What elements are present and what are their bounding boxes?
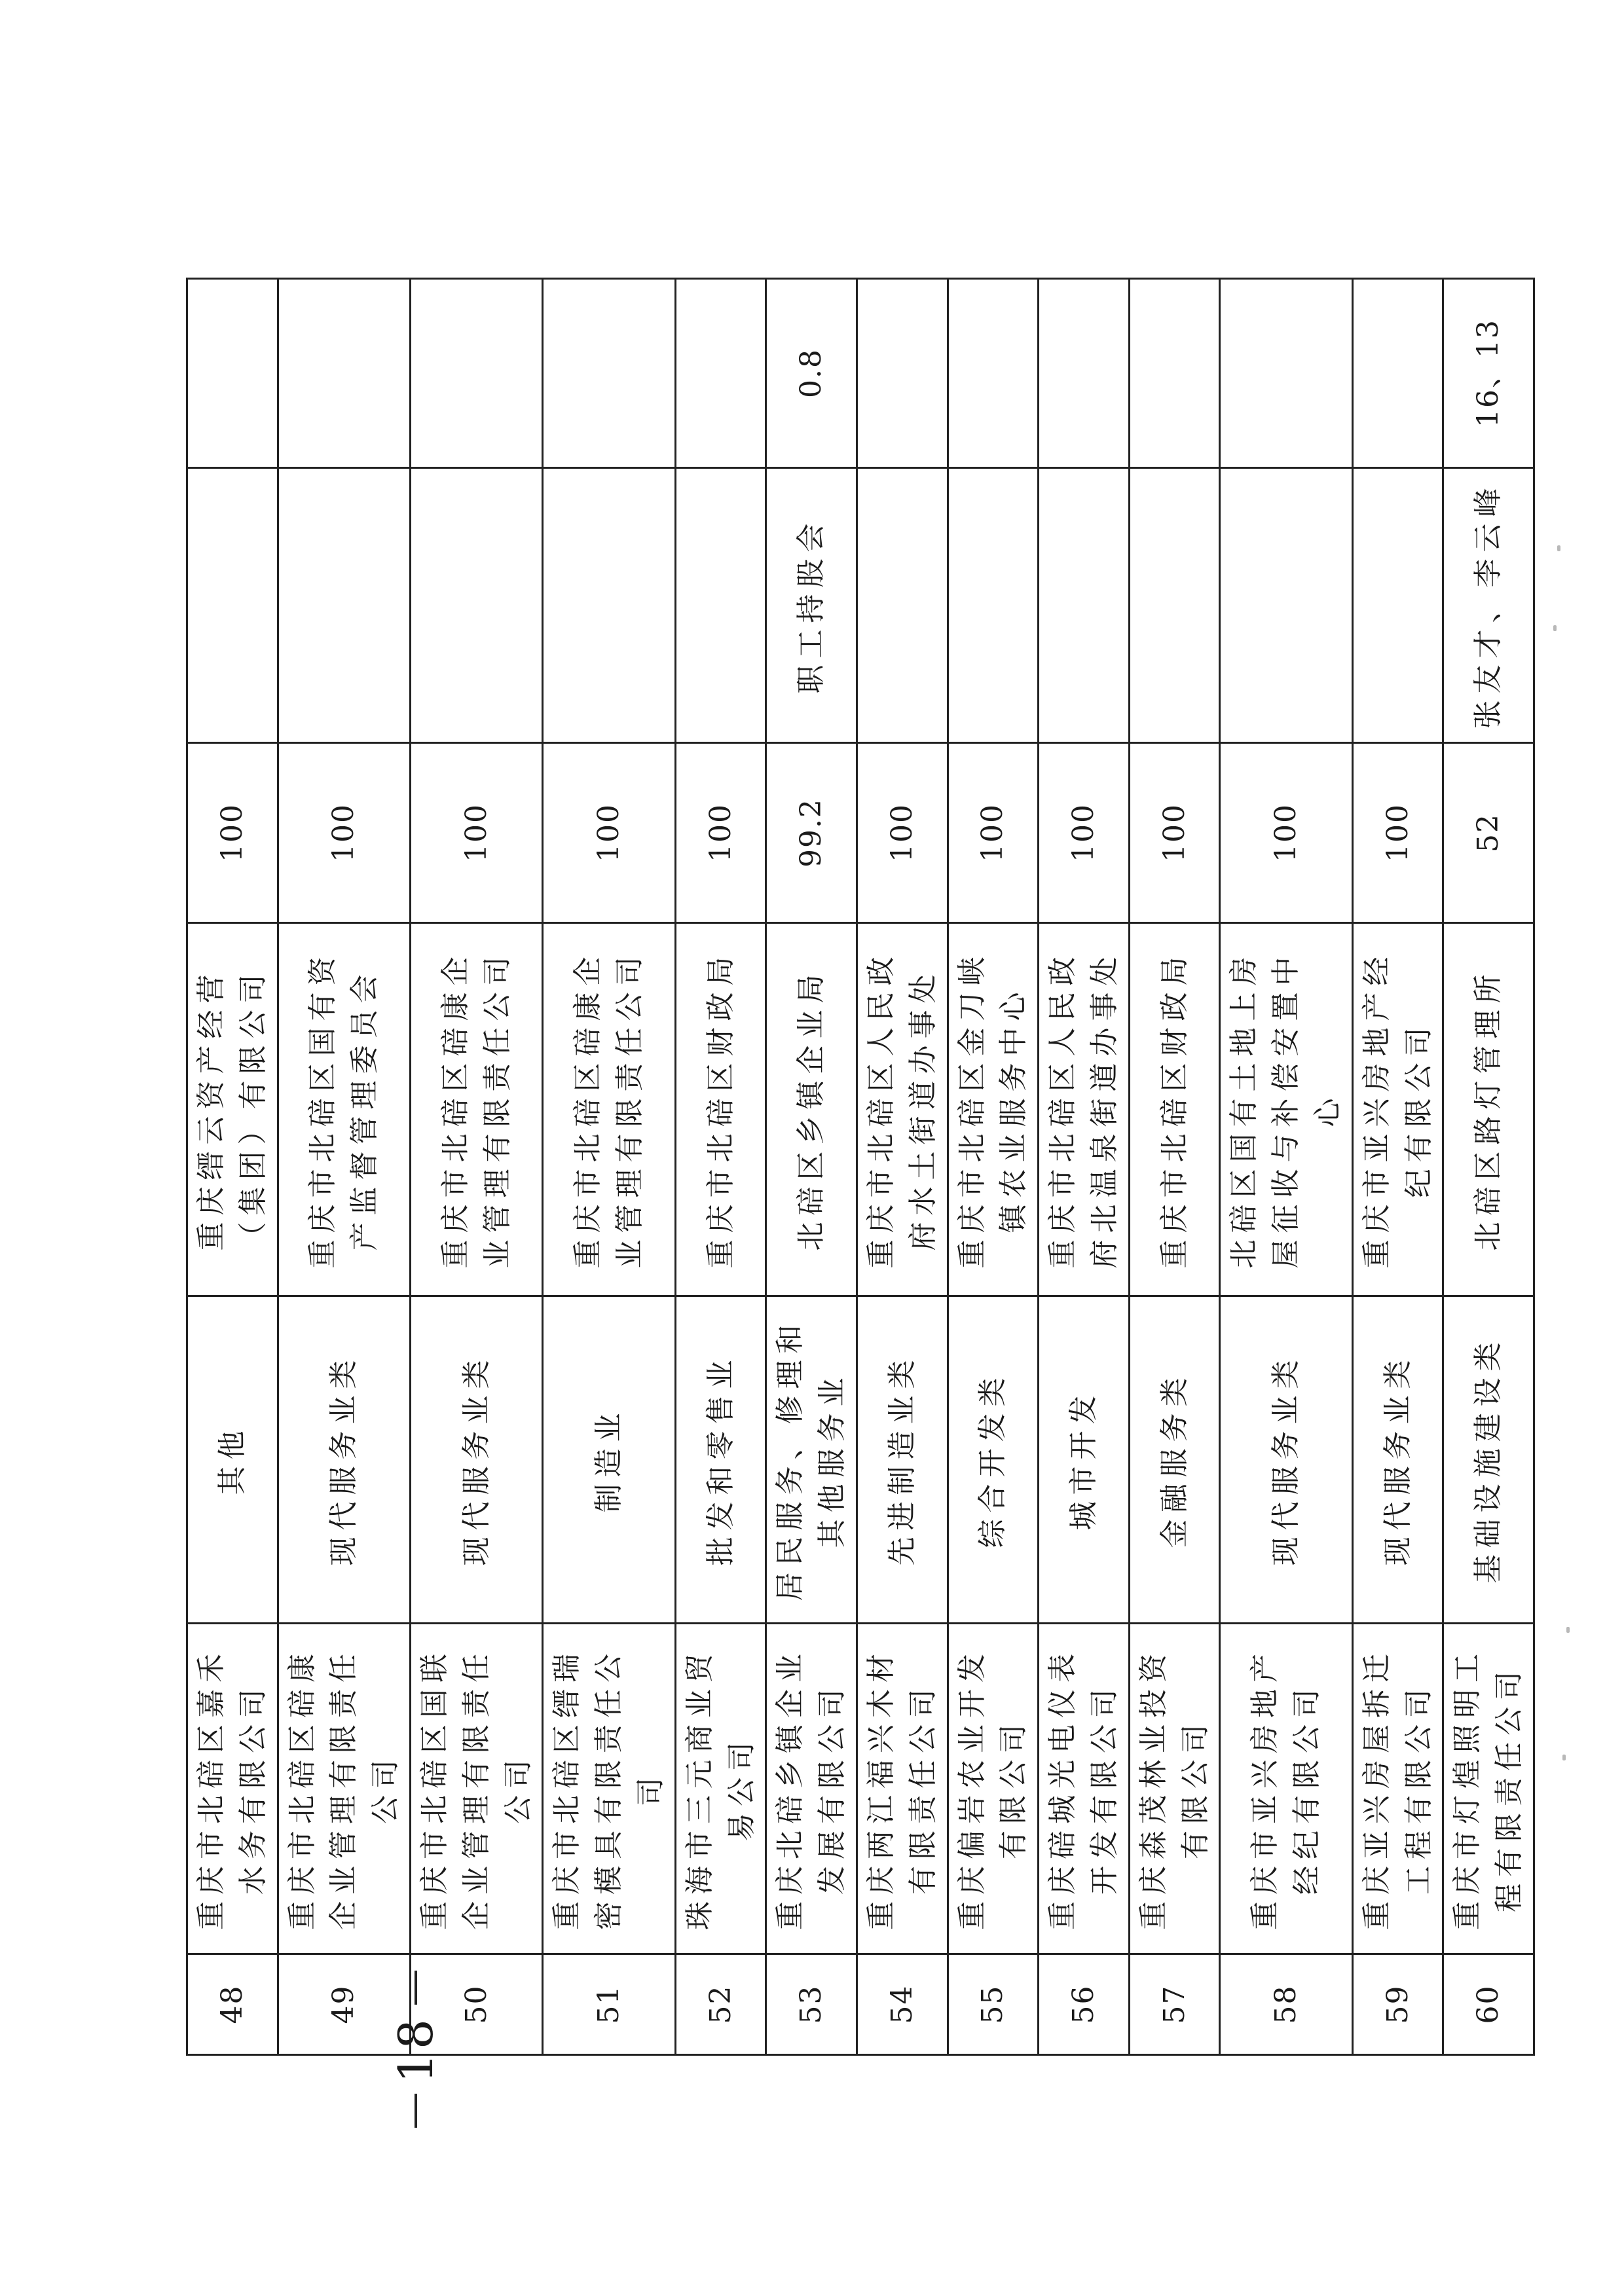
industry-cell: 其他 <box>187 1296 278 1624</box>
other-shareholder-cell <box>1039 468 1130 743</box>
row-number-cell: 52 <box>675 1954 766 2055</box>
other-ratio-cell: 16、13 <box>1443 279 1534 468</box>
share-ratio-cell: 100 <box>857 743 948 923</box>
row-number-cell: 54 <box>857 1954 948 2055</box>
industry-cell: 现代服务业类 <box>410 1296 542 1624</box>
page-number: 18 <box>388 2015 443 2083</box>
industry-cell: 先进制造业类 <box>857 1296 948 1624</box>
table-row <box>1039 279 1130 2055</box>
shareholder-cell: 重庆市北碚区金刀峡镇农业服务中心 <box>948 923 1039 1296</box>
other-ratio-cell <box>675 279 766 468</box>
industry-cell: 现代服务业类 <box>1220 1296 1352 1624</box>
company-name-cell: 重庆市亚兴房地产经纪有限公司 <box>1220 1624 1352 1954</box>
row-number-cell: 58 <box>1220 1954 1352 2055</box>
table-row <box>948 279 1039 2055</box>
table-row <box>1220 279 1352 2055</box>
table-row <box>1352 279 1443 2055</box>
share-ratio-cell: 100 <box>1129 743 1220 923</box>
industry-cell: 现代服务业类 <box>278 1296 410 1624</box>
table-row <box>410 279 542 2055</box>
row-number-cell: 59 <box>1352 1954 1443 2055</box>
other-shareholder-cell <box>543 468 675 743</box>
other-ratio-cell <box>410 279 542 468</box>
shareholder-cell: 重庆市亚兴房地产经纪有限公司 <box>1352 923 1443 1296</box>
share-ratio-cell: 52 <box>1443 743 1534 923</box>
shareholder-cell: 重庆市北碚区人民政府北温泉街道办事处 <box>1039 923 1130 1296</box>
company-name-cell: 重庆市北碚区缙瑞密模具有限责任公司 <box>543 1624 675 1954</box>
rotated-table-container <box>186 280 1526 2056</box>
other-shareholder-cell <box>278 468 410 743</box>
footer-dash-left <box>415 2094 417 2128</box>
company-name-cell: 重庆市灯煌照明工程有限责任公司 <box>1443 1624 1534 1954</box>
row-number-cell: 56 <box>1039 1954 1130 2055</box>
other-shareholder-cell <box>187 468 278 743</box>
table-row <box>187 279 278 2055</box>
share-ratio-cell: 100 <box>187 743 278 923</box>
scan-speck <box>1566 1627 1570 1633</box>
row-number-cell: 53 <box>766 1954 857 2055</box>
share-ratio-cell: 100 <box>1220 743 1352 923</box>
share-ratio-cell: 100 <box>948 743 1039 923</box>
table-row <box>1443 279 1534 2055</box>
other-ratio-cell <box>948 279 1039 468</box>
shareholder-cell: 北碚区乡镇企业局 <box>766 923 857 1296</box>
table-row <box>543 279 675 2055</box>
company-name-cell: 重庆偏岩农业开发有限公司 <box>948 1624 1039 1954</box>
row-number-cell: 51 <box>543 1954 675 2055</box>
other-shareholder-cell <box>1220 468 1352 743</box>
industry-cell: 制造业 <box>543 1296 675 1624</box>
other-shareholder-cell <box>1352 468 1443 743</box>
company-name-cell: 重庆碚城光电仪表开发有限公司 <box>1039 1624 1130 1954</box>
row-number-cell: 50 <box>410 1954 542 2055</box>
company-name-cell: 重庆市北碚区碚康企业管理有限责任公司 <box>278 1624 410 1954</box>
shareholder-cell: 重庆市北碚区财政局 <box>1129 923 1220 1296</box>
shareholder-cell: 重庆市北碚区碚康企业管理有限责任公司 <box>410 923 542 1296</box>
state-enterprise-table <box>186 278 1535 2056</box>
other-shareholder-cell <box>675 468 766 743</box>
row-number-cell: 55 <box>948 1954 1039 2055</box>
other-shareholder-cell <box>948 468 1039 743</box>
company-name-cell: 重庆森茂林业投资有限公司 <box>1129 1624 1220 1954</box>
share-ratio-cell: 100 <box>278 743 410 923</box>
industry-cell: 现代服务业类 <box>1352 1296 1443 1624</box>
share-ratio-cell: 99.2 <box>766 743 857 923</box>
other-ratio-cell <box>187 279 278 468</box>
industry-cell: 批发和零售业 <box>675 1296 766 1624</box>
share-ratio-cell: 100 <box>675 743 766 923</box>
share-ratio-cell: 100 <box>410 743 542 923</box>
other-shareholder-cell <box>1129 468 1220 743</box>
row-number-cell: 60 <box>1443 1954 1534 2055</box>
other-shareholder-cell <box>410 468 542 743</box>
industry-cell: 金融服务类 <box>1129 1296 1220 1624</box>
row-number-cell: 57 <box>1129 1954 1220 2055</box>
other-ratio-cell <box>543 279 675 468</box>
shareholder-cell: 重庆市北碚区人民政府水土街道办事处 <box>857 923 948 1296</box>
other-ratio-cell <box>1129 279 1220 468</box>
company-name-cell: 重庆两江福兴木材有限责任公司 <box>857 1624 948 1954</box>
page-footer <box>367 2015 485 2174</box>
other-ratio-cell <box>1039 279 1130 468</box>
share-ratio-cell: 100 <box>1352 743 1443 923</box>
other-ratio-cell <box>1220 279 1352 468</box>
table-row <box>278 279 410 2055</box>
other-shareholder-cell: 张友才、李云峰 <box>1443 468 1534 743</box>
shareholder-cell: 重庆市北碚区国有资产监督管理委员会 <box>278 923 410 1296</box>
company-name-cell: 重庆北碚乡镇企业发展有限公司 <box>766 1624 857 1954</box>
shareholder-cell: 北碚区路灯管理所 <box>1443 923 1534 1296</box>
industry-cell: 基础设施建设类 <box>1443 1296 1534 1624</box>
other-shareholder-cell: 职工持股会 <box>766 468 857 743</box>
footer-dash-right <box>415 1971 417 2005</box>
company-name-cell: 重庆市北碚区国联企业管理有限责任公司 <box>410 1624 542 1954</box>
scan-speck <box>1562 1755 1566 1760</box>
shareholder-cell: 重庆市北碚区财政局 <box>675 923 766 1296</box>
row-number-cell: 49 <box>278 1954 410 2055</box>
scan-speck <box>1557 545 1560 551</box>
shareholder-cell: 重庆缙云资产经营（集团）有限公司 <box>187 923 278 1296</box>
table-row <box>675 279 766 2055</box>
industry-cell: 城市开发 <box>1039 1296 1130 1624</box>
other-shareholder-cell <box>857 468 948 743</box>
other-ratio-cell <box>1352 279 1443 468</box>
other-ratio-cell: 0.8 <box>766 279 857 468</box>
company-name-cell: 重庆市北碚区嘉禾水务有限公司 <box>187 1624 278 1954</box>
company-name-cell: 重庆亚兴房屋拆迁工程有限公司 <box>1352 1624 1443 1954</box>
industry-cell: 综合开发类 <box>948 1296 1039 1624</box>
shareholder-cell: 重庆市北碚区碚康企业管理有限责任公司 <box>543 923 675 1296</box>
industry-cell: 居民服务、修理和其他服务业 <box>766 1296 857 1624</box>
share-ratio-cell: 100 <box>543 743 675 923</box>
row-number-cell: 48 <box>187 1954 278 2055</box>
shareholder-cell: 北碚区国有土地上房屋征收与补偿安置中心 <box>1220 923 1352 1296</box>
table-row <box>1129 279 1220 2055</box>
table-row <box>766 279 857 2055</box>
table-body <box>187 279 1534 2055</box>
other-ratio-cell <box>857 279 948 468</box>
scan-speck <box>1553 625 1557 631</box>
share-ratio-cell: 100 <box>1039 743 1130 923</box>
other-ratio-cell <box>278 279 410 468</box>
table-row <box>857 279 948 2055</box>
company-name-cell: 珠海市三元商业贸易公司 <box>675 1624 766 1954</box>
